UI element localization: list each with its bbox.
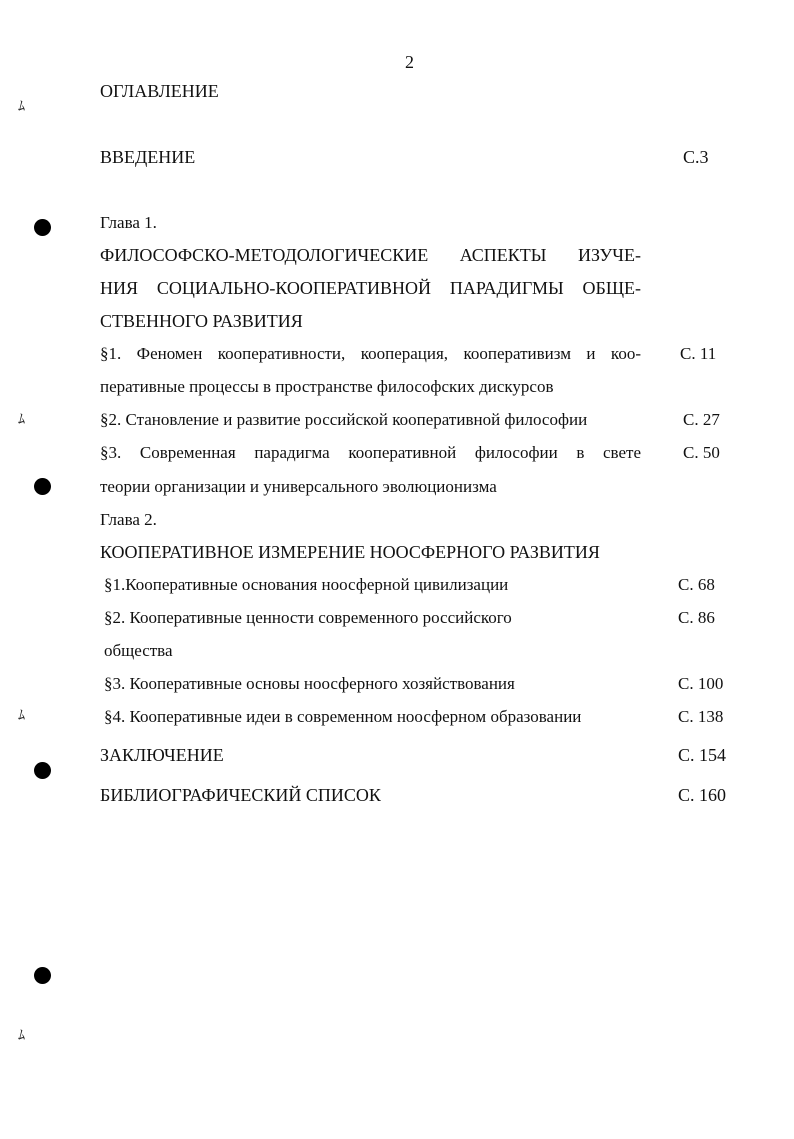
section-2-3-line: §3. Кооперативные основы ноосферного хозяйствования bbox=[104, 674, 515, 693]
binder-hole bbox=[34, 762, 51, 779]
chapter-1-title-line: НИЯ СОЦИАЛЬНО-КООПЕРАТИВНОЙ ПАРАДИГМЫ ОБЩЕ- bbox=[100, 278, 641, 298]
section-1-3-page: С. 50 bbox=[683, 443, 720, 462]
section-2-1-line: §1.Кооперативные основания ноосферной цивилизации bbox=[104, 575, 509, 594]
section-2-2-line: §2. Кооперативные ценности современного российского bbox=[104, 608, 512, 627]
section-2-3-page: С. 100 bbox=[678, 674, 724, 693]
chapter-1-title-line: СТВЕННОГО РАЗВИТИЯ bbox=[100, 311, 303, 331]
section-2-4-line: §4. Кооперативные идеи в современном ноосферном образовании bbox=[104, 707, 582, 726]
scan-mark-icon: ﾑ bbox=[18, 708, 25, 724]
scan-mark-icon: ﾑ bbox=[18, 1028, 25, 1044]
section-1-1-page: С. 11 bbox=[680, 344, 717, 363]
binder-hole bbox=[34, 478, 51, 495]
section-1-1-line: перативные процессы в пространстве философских дискурсов bbox=[100, 377, 554, 396]
section-1-3-line: §3. Современная парадигма кооперативной философии в свете bbox=[100, 443, 641, 462]
chapter-2-label: Глава 2. bbox=[100, 510, 157, 529]
chapter-2-title: КООПЕРАТИВНОЕ ИЗМЕРЕНИЕ НООСФЕРНОГО РАЗВИТИЯ bbox=[100, 542, 600, 562]
toc-conclusion-label: ЗАКЛЮЧЕНИЕ bbox=[100, 745, 224, 765]
section-2-2-page: С. 86 bbox=[678, 608, 715, 627]
toc-bibliography-page: С. 160 bbox=[678, 785, 727, 805]
toc-bibliography-label: БИБЛИОГРАФИЧЕСКИЙ СПИСОК bbox=[100, 785, 381, 805]
scan-mark-icon: ﾑ bbox=[18, 412, 25, 428]
page-number: 2 bbox=[405, 52, 414, 72]
section-2-1-page: С. 68 bbox=[678, 575, 715, 594]
binder-hole bbox=[34, 967, 51, 984]
toc-conclusion-page: С. 154 bbox=[678, 745, 727, 765]
section-1-2-page: С. 27 bbox=[683, 410, 720, 429]
section-2-4-page: С. 138 bbox=[678, 707, 724, 726]
section-1-1-line: §1. Феномен кооперативности, кооперация, кооперативизм и коо- bbox=[100, 344, 641, 363]
section-2-2-line: общества bbox=[104, 641, 173, 660]
toc-title: ОГЛАВЛЕНИЕ bbox=[100, 81, 219, 101]
binder-hole bbox=[34, 219, 51, 236]
scan-mark-icon: ﾑ bbox=[18, 99, 25, 115]
section-1-2-line: §2. Становление и развитие российской кооперативной философии bbox=[100, 410, 588, 429]
chapter-1-label: Глава 1. bbox=[100, 213, 157, 232]
toc-intro-page: С.3 bbox=[683, 147, 709, 167]
toc-intro-label: ВВЕДЕНИЕ bbox=[100, 147, 196, 167]
section-1-3-line: теории организации и универсального эволюционизма bbox=[100, 477, 497, 496]
chapter-1-title-line: ФИЛОСОФСКО-МЕТОДОЛОГИЧЕСКИЕ АСПЕКТЫ ИЗУЧЕ- bbox=[100, 245, 641, 265]
